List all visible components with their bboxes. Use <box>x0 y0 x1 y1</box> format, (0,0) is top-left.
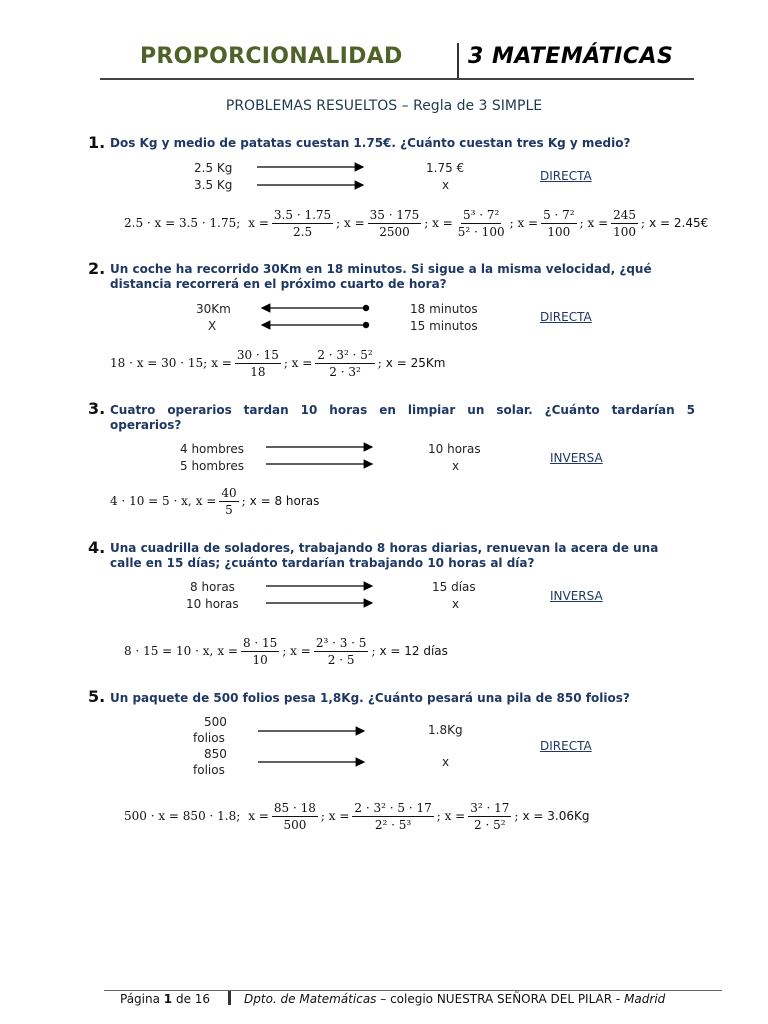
problem-text: Dos Kg y medio de patatas cuestan 1.75€. ¿Cuánto cuestan tres Kg y medio? <box>110 136 631 150</box>
left-value: X <box>208 319 217 333</box>
result: x = 12 días <box>379 644 448 658</box>
left-value: 2.5 Kg <box>194 161 233 175</box>
result: x = 25Km <box>385 356 446 370</box>
right-value: x <box>442 755 450 769</box>
footer-divider <box>228 991 231 1005</box>
left-value: 30Km <box>196 302 231 316</box>
left-value: 3.5 Kg <box>194 178 233 192</box>
right-value: 10 horas <box>428 442 481 456</box>
problem-number: 5. <box>88 687 106 706</box>
problem-number: 2. <box>88 259 106 278</box>
problem-text: Cuatro operarios tardan 10 horas en limpiar un solar. ¿Cuánto tardarían 5 <box>110 403 695 417</box>
right-value: 15 minutos <box>410 319 478 333</box>
header-title: PROPORCIONALIDAD <box>140 44 403 69</box>
header-divider <box>457 43 459 79</box>
proportion-arrows <box>264 577 376 615</box>
right-value: 18 minutos <box>410 302 478 316</box>
header-rule <box>100 78 694 80</box>
header-subject: 3 MATEMÁTICAS <box>468 44 674 69</box>
left-value: 8 horas <box>190 580 235 594</box>
footer-department: Dpto. de Matemáticas – colegio NUESTRA SEÑORA DEL PILAR - Madrid <box>244 992 666 1006</box>
right-value: x <box>452 459 460 473</box>
left-value: folios <box>193 731 225 745</box>
solution-equation: 8 · 15 = 10 · x, x = $\frac{8 \cdot 15}{10}$ ; x = $\frac{\text{2³ · 3 · 5}}{2 \cdot 5}$ ; x = 12 días <box>124 635 448 667</box>
result: x = 2.45€ <box>649 216 709 230</box>
left-value: 4 hombres <box>180 442 245 456</box>
left-value: 500 <box>204 715 227 729</box>
left-value: 10 horas <box>186 597 239 611</box>
proportion-type: INVERSA <box>550 589 603 603</box>
right-value: 1.8Kg <box>428 723 463 737</box>
proportion-arrows <box>255 158 367 198</box>
left-value: folios <box>193 763 225 777</box>
right-value: x <box>442 178 450 192</box>
result: x = 3.06Kg <box>522 809 590 823</box>
proportion-type: DIRECTA <box>540 310 592 324</box>
right-value: x <box>452 597 460 611</box>
solution-equation: 2.5 · x = 3.5 · 1.75; x = $\frac{3.5 \cdot 1.75}{2.5}$ ; x = $\frac{35 \cdot 175}{2500}$ ; x = $\frac{\text{5³ · 7²}}{\text{5² · 100}}$ ; x = $\frac{\text{5 · 7²}}{100}$ ; x = $\frac{245}{100}$ ; x = 2.45€ <box>124 207 709 239</box>
problem-number: 3. <box>88 399 106 418</box>
solution-equation: 18 · x = 30 · 15; x = $\frac{30 \cdot 15}{18}$ ; x = $\frac{\text{2 · 3² · 5²}}{\text{2 · 3²}}$ ; x = 25Km <box>110 347 446 379</box>
solution-equation: 500 · x = 850 · 1.8; x = $\frac{85 \cdot 18}{500}$ ; x = $\frac{\text{2 · 3² · 5 · 17}}{\text{2² · 5³}}$ ; x = $\frac{\text{3² · 17}}{\text{2 · 5²}}$ ; x = 3.06Kg <box>124 800 590 832</box>
proportion-arrows <box>256 299 376 337</box>
left-value: 5 hombres <box>180 459 245 473</box>
page-number: Página 1 de 16 <box>120 992 211 1006</box>
problem-text: Un coche ha recorrido 30Km en 18 minutos. Si sigue a la misma velocidad, ¿qué <box>110 262 652 276</box>
right-value: 15 días <box>432 580 476 594</box>
page-subtitle: PROBLEMAS RESUELTOS – Regla de 3 SIMPLE <box>225 98 543 114</box>
problem-text: distancia recorrerá en el próximo cuarto de hora? <box>110 277 447 291</box>
problem-text: Un paquete de 500 folios pesa 1,8Kg. ¿Cuánto pesará una pila de 850 folios? <box>110 691 630 705</box>
right-value: 1.75 € <box>426 161 465 175</box>
proportion-type: DIRECTA <box>540 169 592 183</box>
footer-rule <box>104 990 722 991</box>
left-value: 850 <box>204 747 227 761</box>
problem-number: 1. <box>88 133 106 152</box>
problem-number: 4. <box>88 538 106 557</box>
result: x = 8 horas <box>249 494 320 508</box>
proportion-arrows <box>264 438 376 476</box>
proportion-type: INVERSA <box>550 451 603 465</box>
solution-equation: 4 · 10 = 5 · x, x = $\frac{40}{5}$ ; x = 8 horas <box>110 485 320 517</box>
problem-text: operarios? <box>110 418 182 432</box>
problem-text: calle en 15 días; ¿cuánto tardarían trabajando 10 horas al día? <box>110 556 535 570</box>
problem-text: Una cuadrilla de soladores, trabajando 8 horas diarias, renuevan la acera de una <box>110 541 659 555</box>
proportion-arrows <box>256 722 368 774</box>
proportion-type: DIRECTA <box>540 739 592 753</box>
